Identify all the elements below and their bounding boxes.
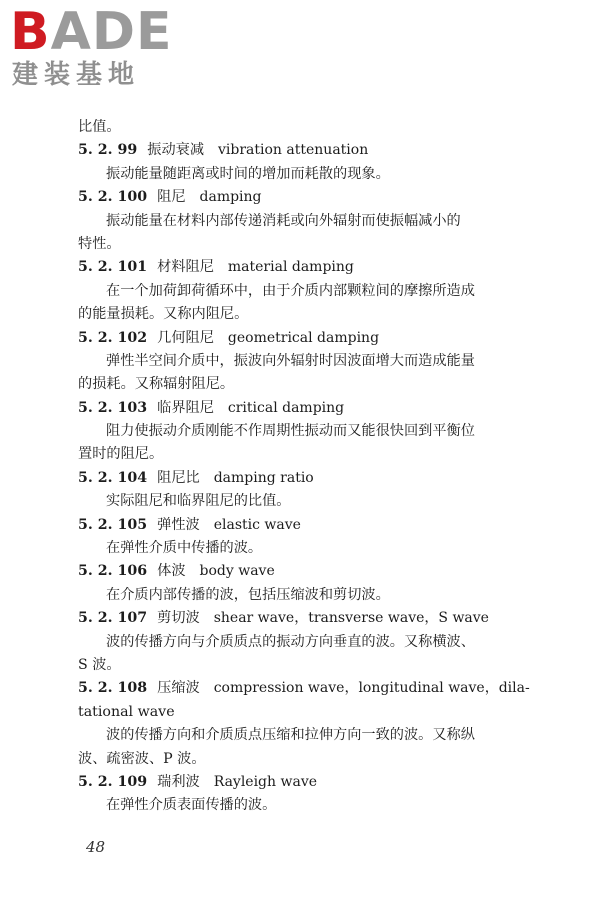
term-heading (78, 560, 526, 583)
body-line: 在介质内部传播的波，包括压缩波和剪切波。 (106, 586, 390, 603)
term-english: vibration attenuation (218, 142, 369, 159)
body-line: 在一个加荷卸荷循环中，由于介质内部颗粒间的摩擦所造成 (106, 282, 475, 299)
term-chinese: 几何阻尼 (157, 329, 214, 346)
term-english: damping (199, 189, 262, 206)
term-number: 5. 2. 108 (78, 680, 148, 697)
term-number: 5. 2. 105 (78, 516, 148, 533)
body-line: 的损耗。又称辐射阻尼。 (78, 376, 235, 393)
term-chinese: 压缩波 (157, 680, 200, 697)
body-line: 置时的阻尼。 (78, 446, 164, 463)
body-line: 阻力使振动介质刚能不作周期性振动而又能很快回到平衡位 (106, 423, 475, 440)
term-heading (78, 771, 526, 794)
body-line: 振动能量在材料内部传递消耗或向外辐射而使振幅减小的 (106, 212, 461, 229)
body-line: 振动能量随距离或时间的增加而耗散的现象。 (106, 165, 390, 182)
term-english: compression wave，longitudinal wave，dila- (213, 680, 530, 697)
term-english: body wave (199, 563, 275, 580)
body-line: 在弹性介质中传播的波。 (106, 540, 263, 557)
term-chinese: 剪切波 (157, 610, 200, 627)
term-number: 5. 2. 109 (78, 773, 148, 790)
page-number: 48 (86, 838, 106, 856)
term-chinese: 振动衰减 (147, 142, 205, 159)
term-heading (78, 397, 526, 420)
logo-accent-letter: B (10, 2, 51, 62)
term-heading (78, 677, 530, 700)
term-chinese: 材料阻尼 (157, 259, 214, 276)
term-number: 5. 2. 99 (78, 142, 138, 159)
body-line: 比值。 (78, 119, 121, 135)
body-line: tational wave (78, 703, 175, 720)
term-chinese: 临界阻尼 (157, 399, 214, 416)
term-number: 5. 2. 100 (78, 189, 148, 206)
term-chinese: 阻尼 (157, 189, 186, 206)
term-heading (78, 256, 526, 279)
term-english: damping ratio (213, 469, 314, 486)
term-number: 5. 2. 104 (78, 469, 148, 486)
term-number: 5. 2. 103 (78, 399, 148, 416)
term-chinese: 阻尼比 (157, 469, 200, 486)
logo-word-rest: ADE (50, 2, 173, 62)
logo-subtitle: 建装基地 (12, 60, 141, 90)
term-heading (78, 139, 526, 162)
term-heading (78, 467, 526, 490)
term-heading (78, 186, 526, 209)
term-heading (78, 607, 526, 630)
body-line: 在弹性介质表面传播的波。 (106, 797, 277, 814)
bade-logo (10, 2, 180, 92)
term-number: 5. 2. 106 (78, 563, 148, 580)
term-english: material damping (227, 259, 354, 276)
term-english: elastic wave (213, 516, 301, 533)
term-english: critical damping (227, 399, 345, 416)
term-english: geometrical damping (227, 329, 380, 346)
logo-wordmark (10, 2, 173, 62)
body-line: 波的传播方向和介质质点压缩和拉伸方向一致的波。又称纵 (106, 727, 475, 744)
term-english: Rayleigh wave (213, 773, 318, 790)
term-english: shear wave，transverse wave，S wave (213, 610, 489, 627)
term-chinese: 体波 (157, 563, 186, 580)
term-chinese: 弹性波 (157, 516, 200, 533)
page-content (78, 116, 530, 818)
term-number: 5. 2. 101 (78, 259, 148, 276)
body-line: 实际阻尼和临界阻尼的比值。 (106, 493, 291, 510)
body-line: 特性。 (78, 235, 121, 252)
term-heading (78, 514, 526, 537)
body-line: S 波。 (78, 656, 121, 673)
body-line: 弹性半空间介质中，振波向外辐射时因波面增大而造成能量 (106, 352, 475, 369)
term-heading (78, 327, 526, 350)
term-number: 5. 2. 102 (78, 329, 148, 346)
body-line: 波、疏密波、P 波。 (78, 750, 206, 767)
body-line: 的能量损耗。又称内阻尼。 (78, 306, 249, 323)
term-chinese: 瑞利波 (157, 773, 200, 790)
body-line: 波的传播方向与介质质点的振动方向垂直的波。又称横波、 (106, 633, 475, 650)
term-number: 5. 2. 107 (78, 610, 148, 627)
